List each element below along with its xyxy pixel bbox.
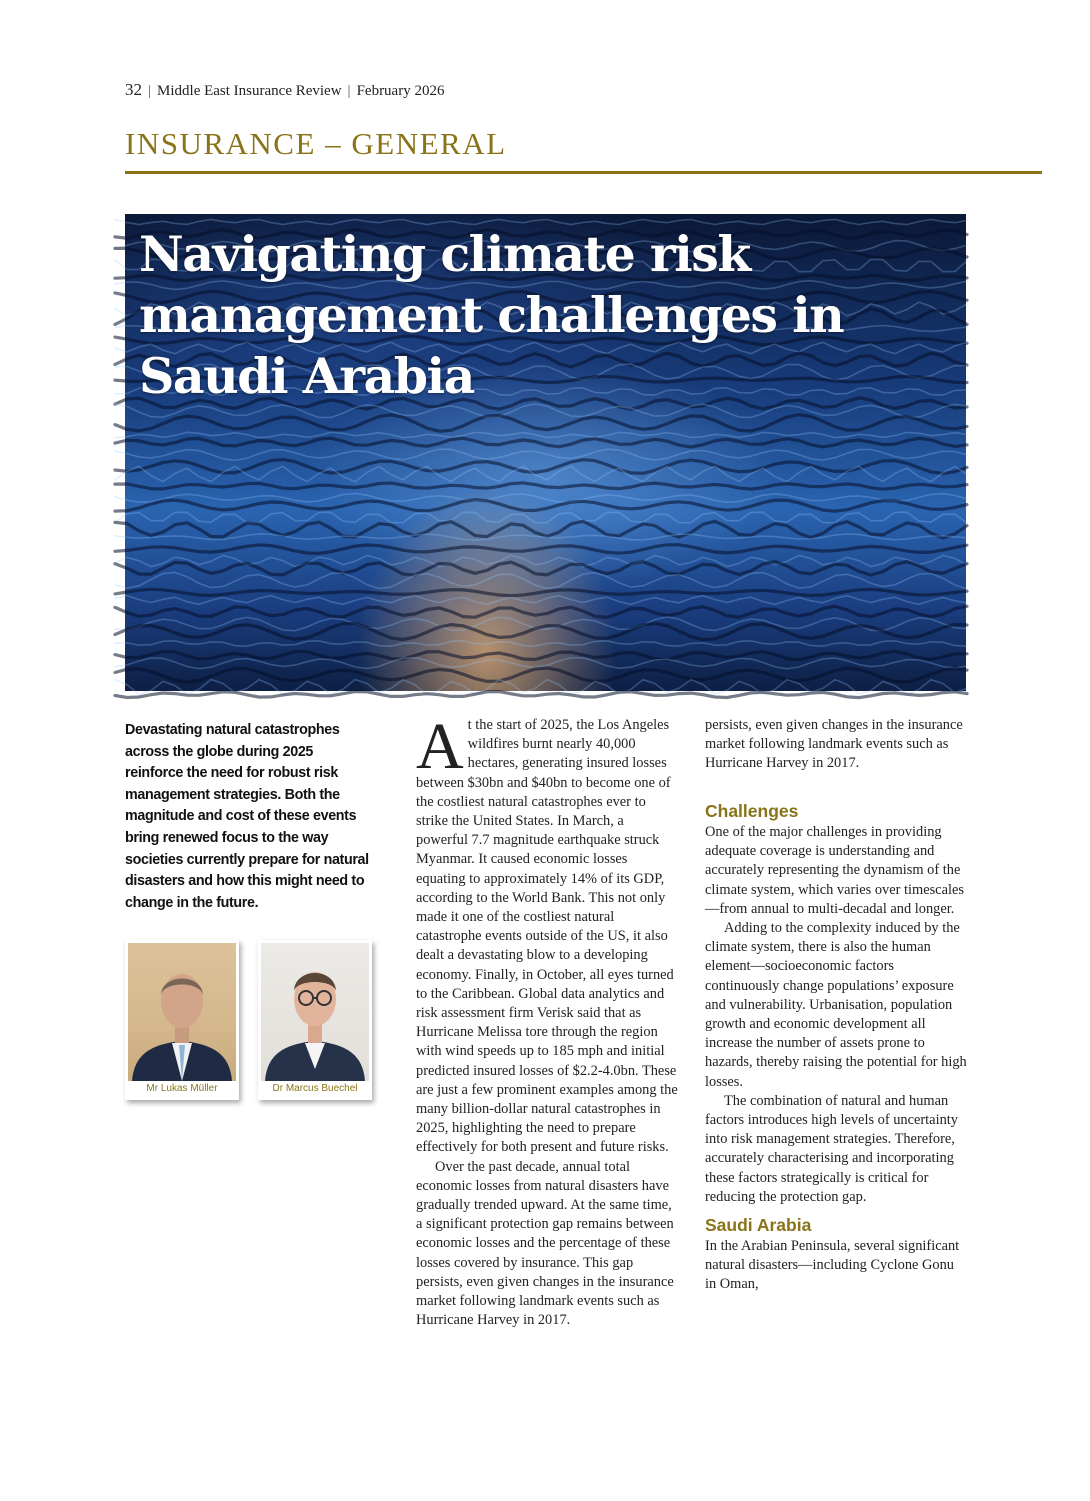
ripple-line: [115, 438, 967, 447]
person-silhouette-icon: [261, 943, 369, 1081]
body-paragraph: Adding to the complexity induced by the climate system, there is also the human element—socioeconomic factors continuously change populations’ exposure and vulnerability. Urbanisation, population growth and economic development all increase the number of assets prone to hazards, thereby raising the potential for high losses.: [705, 920, 967, 1090]
page-number: 32: [125, 80, 142, 99]
article-headline: Navigating climate risk management challenges in Saudi Arabia: [139, 225, 844, 405]
body-column-2: [705, 716, 967, 1295]
body-paragraph: One of the major challenges in providing adequate coverage is understanding and accurately representing the dynamism of the climate system, which varies over timescales—from annual to multi-decadal and longer.: [705, 824, 964, 917]
section-title: INSURANCE – GENERAL: [125, 126, 507, 161]
portrait-image: [128, 943, 236, 1081]
portrait-image: [261, 943, 369, 1081]
ripple-line: [115, 623, 967, 639]
author-photo-buechel: [258, 940, 372, 1100]
ripple-line: [115, 606, 967, 617]
ripple-line: [115, 512, 967, 523]
body-paragraph-continued: [705, 716, 967, 793]
publication-name: Middle East Insurance Review: [157, 83, 342, 99]
body-paragraph: The combination of natural and human factors introduces high levels of uncertainty into risk management strategies. Therefore, accurately characterising and incorporating these factors strategically is critical for reducing the protection gap.: [705, 1092, 958, 1205]
ripple-line: [115, 483, 967, 489]
person-silhouette-icon: [128, 943, 236, 1081]
ripple-line: [115, 589, 967, 595]
photo-caption: Mr Lukas Müller: [146, 1083, 218, 1094]
section-divider: [125, 171, 1042, 174]
body-paragraph: In the Arabian Peninsula, several significant natural disasters—including Cyclone Gonu in Oman,: [705, 1238, 960, 1293]
ripple-line: [115, 692, 967, 698]
ripple-line: [115, 596, 967, 605]
article-standfirst: Devastating natural catastrophes across the globe during 2025 reinforce the need for robust risk management strategies. Both the magnitude and cost of these events bring renewed focus to the way societies currently prepare for natural disasters and how this might need to change in the future.: [125, 722, 369, 911]
ripple-line: [115, 432, 967, 437]
ripple-line: [115, 415, 967, 432]
paragraph-text: t the start of 2025, the Los Angeles wildfires burnt nearly 40,000 hectares, generating insured losses between $30bn and $40bn to become one of the costliest natural catastrophes ever to strike the United States. In March, a powerful 7.7 magnitude earthquake struck Myanmar. It caused economic losses equating to approximately 14% of its GDP, according to the World Bank. This not only made it one of the costliest natural catastrophe events outside of the US, it also dealt a devastating blow to a developing economy. Finally, in October, all eyes turned to the Caribbean. Global data analytics and risk assessment firm Verisk said that as Hurricane Melissa tore through the region with wind speeds up to 185 mph and initial predicted insured losses of $2.2-4.0bn. These are just a few prominent examples among the many billion-dollar natural catastrophes in 2025, highlighting the need to prepare effectively for both present and future risks.: [416, 717, 678, 1156]
ripple-line: [115, 680, 967, 695]
issue-date: February 2026: [356, 83, 445, 99]
folio-separator: |: [347, 83, 351, 99]
page-folio: [125, 80, 444, 100]
subheading-saudi-arabia: Saudi Arabia: [705, 1215, 812, 1236]
paragraph-text: persists, even given changes in the insurance market following landmark events such as Hurricane Harvey in 2017.: [705, 717, 963, 772]
body-paragraph: Over the past decade, annual total economic losses from natural disasters have gradually trended upward. At the same time, a significant protection gap remains between economic losses and the percentage of these losses covered by insurance. This gap persists, even given changes in the insurance market following landmark events such as Hurricane Harvey in 2017.: [416, 1158, 674, 1329]
author-photo-muller: [125, 940, 239, 1100]
ripple-line: [115, 449, 967, 460]
ripple-line: [115, 641, 967, 646]
drop-cap: A: [416, 710, 464, 783]
ripple-line: [115, 668, 967, 682]
subheading-challenges: Challenges: [705, 801, 799, 821]
ripple-line: [115, 545, 967, 554]
ripple-line: [115, 500, 967, 512]
body-column-1: [416, 710, 678, 1329]
photo-caption: Dr Marcus Buechel: [272, 1083, 358, 1094]
ripple-line: [115, 494, 967, 503]
hero-image: [125, 214, 966, 691]
ripple-line: [115, 466, 967, 481]
body-paragraph: [416, 710, 678, 1158]
folio-separator: |: [148, 83, 152, 99]
